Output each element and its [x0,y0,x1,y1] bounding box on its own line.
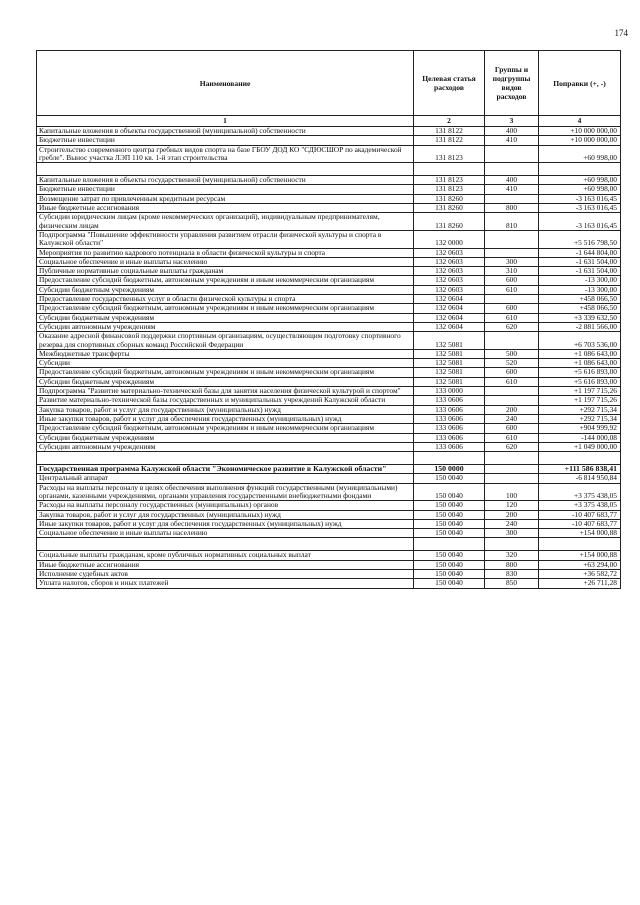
amendment-cell: +36 582,72 [539,570,621,579]
table-row [37,501,621,510]
table-row [37,349,621,358]
name-cell: Расходы на выплаты персоналу в целях обеспечения выполнения функций государственными (муниципальными) органами, казенными учреждениями, органами управления государственными внебюджетными фондами [37,483,414,501]
table-row [37,127,621,136]
table-row [37,483,621,501]
name-cell: Межбюджетные трансферты [37,349,414,358]
expense-group-cell: 300 [485,257,539,266]
name-cell: Предоставление субсидий бюджетным, автономным учреждениям и иным некоммерческим организациям [37,304,414,313]
spacer-cell [539,163,621,176]
header-amendments: Поправки (+, -) [539,51,621,116]
table-row [37,136,621,145]
table-row [37,332,621,350]
target-article-cell: 132 0603 [414,285,485,294]
amendment-cell: +60 998,00 [539,176,621,185]
target-article-cell: 133 0606 [414,442,485,451]
header-expense-groups: Группы и подгруппы видов расходов [485,51,539,116]
expense-group-cell: 300 [485,529,539,538]
table-row [37,510,621,519]
table-row [37,145,621,163]
expense-group-cell: 800 [485,204,539,213]
table-row [37,433,621,442]
target-article-cell: 132 5081 [414,368,485,377]
name-cell: Субсидии бюджетным учреждениям [37,433,414,442]
target-article-cell: 132 0603 [414,267,485,276]
amendment-cell: +3 339 632,50 [539,313,621,322]
name-cell: Расходы на выплаты персоналу государственных (муниципальных) органов [37,501,414,510]
target-article-cell: 150 0040 [414,560,485,569]
name-cell: Социальное обеспечение и иные выплаты населению [37,529,414,538]
name-cell: Иные закупки товаров, работ и услуг для обеспечения государственных (муниципальных) нужд [37,519,414,528]
expense-group-cell: 410 [485,136,539,145]
table-row [37,519,621,528]
amendment-cell: -1 644 804,00 [539,248,621,257]
table-header-row [37,51,621,116]
amendment-cell: +6 703 536,00 [539,332,621,350]
amendment-cell: +1 086 643,00 [539,349,621,358]
name-cell: Капитальные вложения в объекты государственной (муниципальной) собственности [37,176,414,185]
expense-group-cell: 600 [485,368,539,377]
expense-group-cell: 400 [485,176,539,185]
table-row [37,204,621,213]
amendment-cell: -13 300,00 [539,276,621,285]
spacer-cell [414,452,485,465]
expense-group-cell: 830 [485,570,539,579]
target-article-cell: 150 0040 [414,474,485,483]
spacer-cell [539,538,621,551]
expense-group-cell [485,145,539,163]
spacer-cell [37,538,414,551]
column-number: 3 [485,116,539,127]
expense-group-cell: 800 [485,560,539,569]
table-row [37,185,621,194]
table-row [37,551,621,560]
amendment-cell: +154 000,88 [539,529,621,538]
target-article-cell: 132 5081 [414,332,485,350]
amendment-cell: +5 616 893,00 [539,377,621,386]
name-cell: Субсидии автономным учреждениям [37,322,414,331]
expense-group-cell: 610 [485,285,539,294]
table-row [37,295,621,304]
target-article-cell: 133 0606 [414,405,485,414]
table-row [37,257,621,266]
target-article-cell: 131 8122 [414,136,485,145]
table-row [37,359,621,368]
table-row [37,313,621,322]
column-number-row [37,116,621,127]
page-number: 174 [614,28,628,38]
table-row [37,387,621,396]
target-article-cell: 150 0040 [414,510,485,519]
expense-group-cell: 410 [485,185,539,194]
name-cell: Закупка товаров, работ и услуг для государственных (муниципальных) нужд [37,510,414,519]
target-article-cell: 132 0603 [414,257,485,266]
expense-group-cell [485,194,539,203]
name-cell: Предоставление субсидий бюджетным, автономным учреждениям и иным некоммерческим организациям [37,424,414,433]
amendment-cell: +458 066,50 [539,304,621,313]
expense-group-cell [485,230,539,248]
amendment-cell: -3 163 016,45 [539,213,621,231]
header-name: Наименование [37,51,414,116]
amendment-cell: +10 000 000,00 [539,127,621,136]
target-article-cell: 131 8260 [414,194,485,203]
amendment-cell: -3 163 016,45 [539,194,621,203]
target-article-cell: 132 0603 [414,248,485,257]
expense-group-cell: 120 [485,501,539,510]
expense-group-cell: 240 [485,519,539,528]
spacer-cell [37,163,414,176]
target-article-cell: 150 0040 [414,501,485,510]
name-cell: Закупка товаров, работ и услуг для государственных (муниципальных) нужд [37,405,414,414]
expense-group-cell: 600 [485,304,539,313]
name-cell: Исполнение судебных актов [37,570,414,579]
amendment-cell: -6 814 950,84 [539,474,621,483]
header-target-article: Целевая статья расходов [414,51,485,116]
target-article-cell: 133 0606 [414,396,485,405]
amendment-cell: +60 998,00 [539,145,621,163]
spacer-cell [485,538,539,551]
table-row [37,248,621,257]
target-article-cell: 150 0000 [414,465,485,474]
spacer-cell [539,452,621,465]
name-cell: Иные бюджетные ассигнования [37,560,414,569]
expense-group-cell: 320 [485,551,539,560]
column-number: 2 [414,116,485,127]
expense-group-cell: 610 [485,433,539,442]
target-article-cell: 150 0040 [414,519,485,528]
table-row [37,230,621,248]
amendment-cell: -3 163 016,45 [539,204,621,213]
name-cell: Субсидии бюджетным учреждениям [37,285,414,294]
amendment-cell: +5 516 798,50 [539,230,621,248]
column-number: 4 [539,116,621,127]
expense-group-cell: 100 [485,483,539,501]
name-cell: Предоставление государственных услуг в области физической культуры и спорта [37,295,414,304]
target-article-cell: 150 0040 [414,570,485,579]
name-cell: Уплата налогов, сборов и иных платежей [37,579,414,588]
table-row [37,442,621,451]
amendment-cell: -13 300,00 [539,285,621,294]
spacer-cell [414,538,485,551]
target-article-cell: 132 5081 [414,349,485,358]
amendment-cell: -2 881 566,00 [539,322,621,331]
spacer-row [37,163,621,176]
expense-group-cell [485,332,539,350]
name-cell: Иные закупки товаров, работ и услуг для обеспечения государственных (муниципальных) нужд [37,414,414,423]
target-article-cell: 131 8123 [414,145,485,163]
name-cell: Подпрограмма "Повышение эффективности управления развитием отрасли физической культуры и спорта в Калужской области" [37,230,414,248]
expense-group-cell: 600 [485,424,539,433]
name-cell: Подпрограмма "Развитие материально-технической базы для занятия населения физической культурой и спортом" [37,387,414,396]
name-cell: Бюджетные инвестиции [37,185,414,194]
target-article-cell: 131 8260 [414,204,485,213]
spacer-row [37,538,621,551]
name-cell: Центральный аппарат [37,474,414,483]
target-article-cell: 150 0040 [414,579,485,588]
expense-group-cell: 600 [485,276,539,285]
expense-group-cell [485,465,539,474]
name-cell: Предоставление субсидий бюджетным, автономным учреждениям и иным некоммерческим организациям [37,276,414,285]
amendment-cell: +904 999,92 [539,424,621,433]
expense-group-cell: 200 [485,510,539,519]
amendment-cell: +60 998,00 [539,185,621,194]
name-cell: Субсидии [37,359,414,368]
table-row [37,560,621,569]
target-article-cell: 150 0040 [414,529,485,538]
amendment-cell: +1 197 715,26 [539,387,621,396]
expense-group-cell: 400 [485,127,539,136]
amendment-cell: +154 000,88 [539,551,621,560]
amendment-cell: +1 086 643,00 [539,359,621,368]
expense-group-cell: 620 [485,442,539,451]
expense-group-cell [485,387,539,396]
name-cell: Социальные выплаты гражданам, кроме публичных нормативных социальных выплат [37,551,414,560]
expense-group-cell [485,396,539,405]
expense-group-cell: 500 [485,349,539,358]
expense-group-cell: 240 [485,414,539,423]
target-article-cell: 133 0606 [414,433,485,442]
name-cell: Субсидии бюджетным учреждениям [37,313,414,322]
table-row [37,579,621,588]
name-cell: Строительство современного центра гребных видов спорта на базе ГБОУ ДОД КО "СДЮСШОР по академической гребле". Вынос участка ЛЭП 110 кв. 1-й этап строительства [37,145,414,163]
target-article-cell: 132 0604 [414,304,485,313]
target-article-cell: 132 0604 [414,313,485,322]
amendment-cell: +3 375 438,05 [539,501,621,510]
target-article-cell: 132 5081 [414,377,485,386]
table-row [37,267,621,276]
target-article-cell: 132 0000 [414,230,485,248]
name-cell: Мероприятия по развитию кадрового потенциала в области физической культуры и спорта [37,248,414,257]
table-body [37,127,621,589]
table-row [37,414,621,423]
amendment-cell: +292 715,34 [539,405,621,414]
target-article-cell: 131 8122 [414,127,485,136]
spacer-cell [485,163,539,176]
amendment-cell: -10 407 683,77 [539,519,621,528]
name-cell: Публичные нормативные социальные выплаты гражданам [37,267,414,276]
table-row [37,377,621,386]
target-article-cell: 133 0606 [414,414,485,423]
amendment-cell: +10 000 000,00 [539,136,621,145]
amendment-cell: +458 066,50 [539,295,621,304]
table-row [37,194,621,203]
name-cell: Субсидии автономным учреждениям [37,442,414,451]
name-cell: Возмещение затрат по привлеченным кредитным ресурсам [37,194,414,203]
expense-group-cell [485,248,539,257]
amendment-cell: +5 616 893,00 [539,368,621,377]
column-number: 1 [37,116,414,127]
name-cell: Социальное обеспечение и иные выплаты населению [37,257,414,266]
target-article-cell: 132 0604 [414,295,485,304]
table-row [37,529,621,538]
table-row [37,465,621,474]
name-cell: Капитальные вложения в объекты государственной (муниципальной) собственности [37,127,414,136]
spacer-cell [414,163,485,176]
amendment-cell: +26 711,28 [539,579,621,588]
target-article-cell: 131 8123 [414,176,485,185]
table-row [37,322,621,331]
amendment-cell: -144 000,08 [539,433,621,442]
spacer-row [37,452,621,465]
amendment-cell: +3 375 438,05 [539,483,621,501]
target-article-cell: 150 0040 [414,483,485,501]
name-cell: Иные бюджетные ассигнования [37,204,414,213]
expense-group-cell: 610 [485,377,539,386]
amendment-cell: -10 407 683,77 [539,510,621,519]
expense-group-cell: 200 [485,405,539,414]
expense-group-cell: 310 [485,267,539,276]
spacer-cell [37,452,414,465]
amendment-cell: +111 586 838,41 [539,465,621,474]
target-article-cell: 131 8260 [414,213,485,231]
target-article-cell: 132 5081 [414,359,485,368]
amendment-cell: +1 197 715,26 [539,396,621,405]
table-row [37,396,621,405]
table-row [37,474,621,483]
table-row [37,405,621,414]
table-row [37,368,621,377]
target-article-cell: 133 0000 [414,387,485,396]
table-row [37,213,621,231]
spacer-cell [485,452,539,465]
amendment-cell: +1 049 000,00 [539,442,621,451]
target-article-cell: 132 0604 [414,322,485,331]
amendment-cell: +63 294,00 [539,560,621,569]
expense-group-cell: 620 [485,322,539,331]
name-cell: Оказание адресной финансовой поддержки спортивным организациям, осуществляющим подготовку спортивного резерва для спортивных сборных команд Российской Федерации [37,332,414,350]
table-row [37,285,621,294]
expense-group-cell: 810 [485,213,539,231]
amendment-cell: -1 631 504,00 [539,257,621,266]
table-row [37,570,621,579]
expense-group-cell [485,295,539,304]
target-article-cell: 133 0606 [414,424,485,433]
expense-group-cell: 850 [485,579,539,588]
table-row [37,276,621,285]
table-row [37,176,621,185]
name-cell: Развитие материально-технической базы государственных и муниципальных учреждений Калужской области [37,396,414,405]
expense-group-cell: 610 [485,313,539,322]
expense-group-cell [485,474,539,483]
amendment-cell: -1 631 504,00 [539,267,621,276]
name-cell: Бюджетные инвестиции [37,136,414,145]
budget-amendments-table [36,50,621,589]
name-cell: Субсидии бюджетным учреждениям [37,377,414,386]
target-article-cell: 131 8123 [414,185,485,194]
amendment-cell: +292 715,34 [539,414,621,423]
name-cell: Государственная программа Калужской области "Экономическое развитие в Калужской области" [37,465,414,474]
target-article-cell: 132 0603 [414,276,485,285]
name-cell: Предоставление субсидий бюджетным, автономным учреждениям и иным некоммерческим организациям [37,368,414,377]
expense-group-cell: 520 [485,359,539,368]
name-cell: Субсидии юридическим лицам (кроме некоммерческих организаций), индивидуальным предпринимателям, физическим лицам [37,213,414,231]
target-article-cell: 150 0040 [414,551,485,560]
table-row [37,424,621,433]
table-row [37,304,621,313]
